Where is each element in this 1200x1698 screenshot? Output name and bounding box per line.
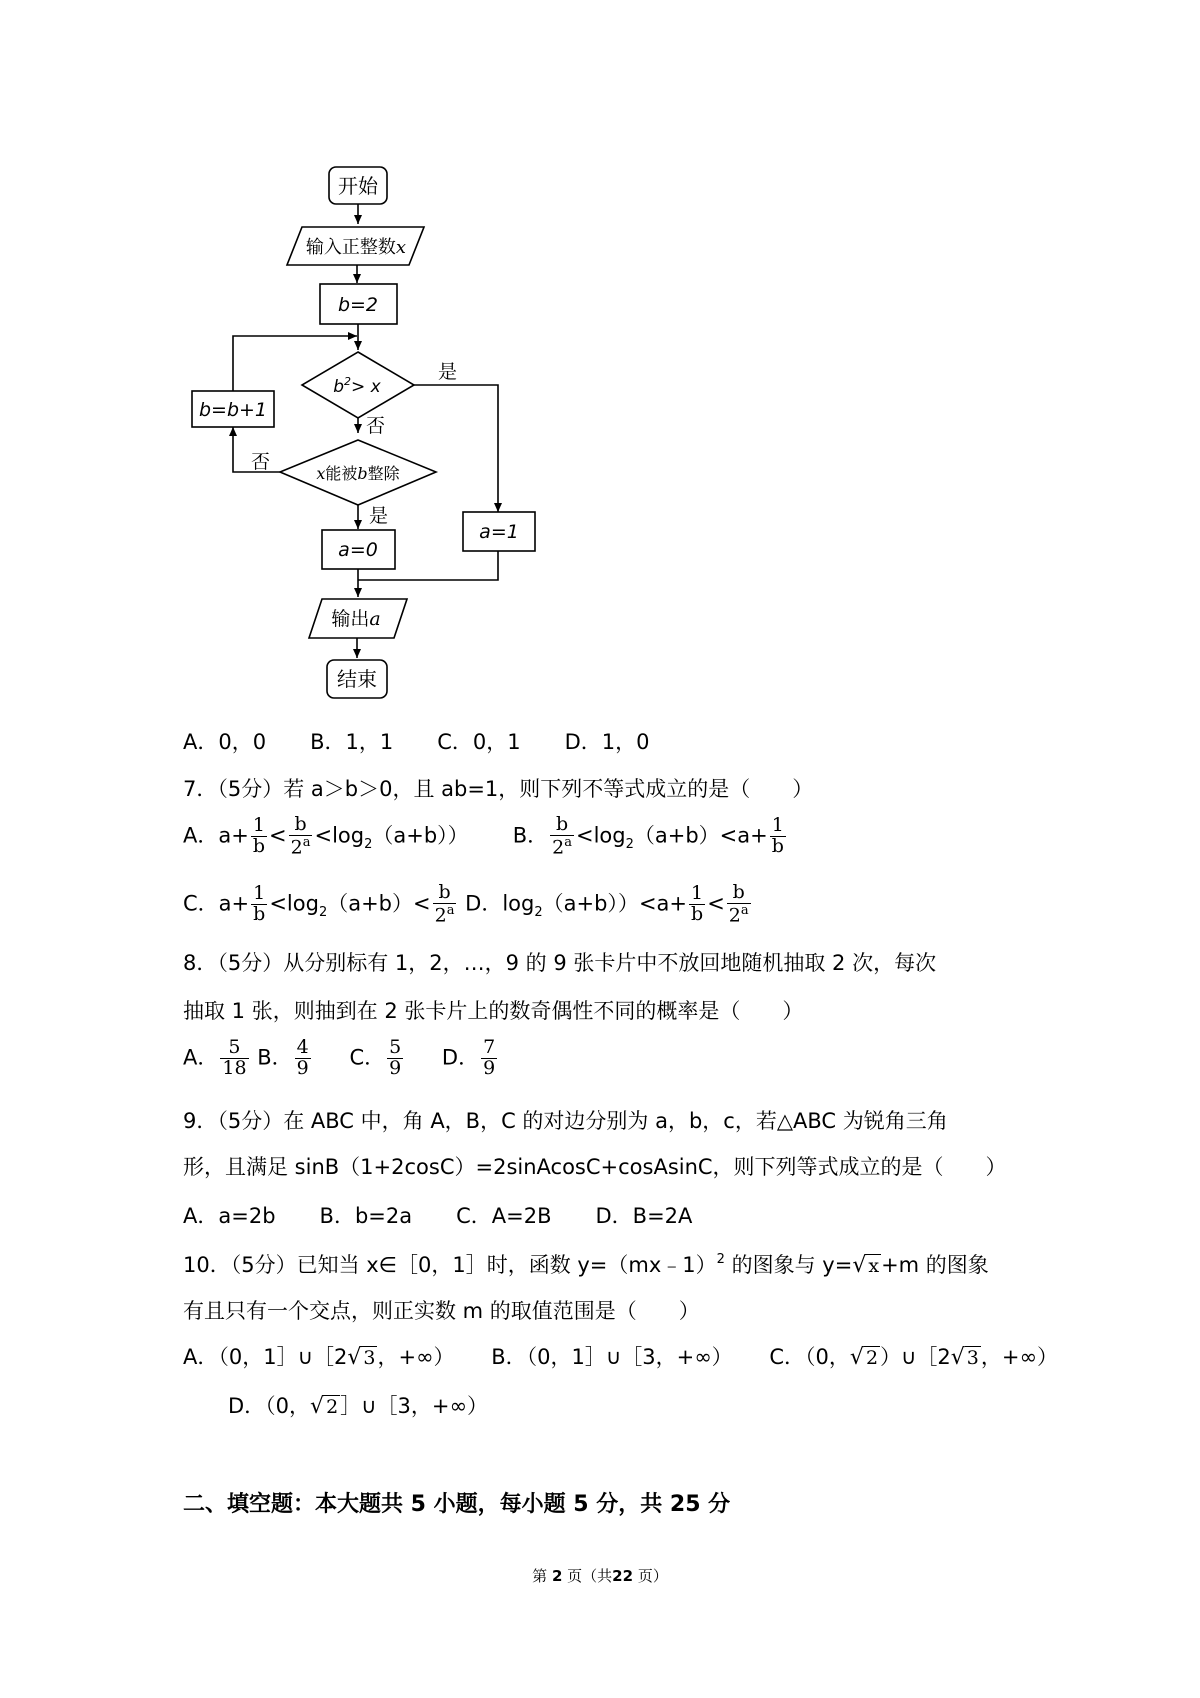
yes-label-1: 是 bbox=[438, 361, 458, 383]
numerator: 1 bbox=[252, 814, 265, 837]
end-label: 结束 bbox=[337, 667, 377, 691]
numerator: 5 bbox=[228, 1036, 241, 1058]
fraction bbox=[387, 1038, 403, 1079]
sqrt: √ x bbox=[852, 1253, 880, 1278]
log: log bbox=[332, 823, 365, 848]
log-arg: （a+b） bbox=[327, 891, 414, 916]
log: log bbox=[286, 891, 319, 916]
sqrt: √ 2 bbox=[310, 1394, 339, 1419]
numerator: b bbox=[732, 881, 745, 903]
q10-option-c: C．（0， bbox=[769, 1345, 850, 1369]
a-plus: a+ bbox=[218, 891, 250, 916]
exponent: 2 bbox=[716, 1252, 725, 1267]
q7-option-d-label: D． bbox=[465, 891, 503, 916]
exponent: a bbox=[740, 902, 749, 918]
q7-stem: 7．（5分）若 a＞b＞0，且 ab=1，则下列不等式成立的是（ ） bbox=[183, 777, 814, 801]
fraction bbox=[689, 884, 705, 925]
log-base: 2 bbox=[625, 836, 634, 852]
less-than: < bbox=[314, 823, 333, 848]
numerator: 1 bbox=[253, 882, 266, 905]
numerator: 1 bbox=[771, 814, 784, 837]
q10-line-1 bbox=[183, 1253, 989, 1277]
input-var: x bbox=[395, 237, 407, 258]
q10-options-abc bbox=[183, 1347, 1058, 1369]
q10-option-d-line bbox=[228, 1396, 488, 1418]
base: 2 bbox=[434, 904, 447, 927]
fraction bbox=[220, 1038, 248, 1079]
q10-option-a-end: ，+∞） bbox=[377, 1345, 455, 1369]
numerator: b bbox=[555, 813, 569, 835]
no-label-1: 否 bbox=[366, 415, 386, 437]
q9-option-b: B．b=2a bbox=[319, 1204, 413, 1228]
denominator: b bbox=[691, 903, 704, 926]
fraction bbox=[727, 883, 751, 926]
no-label-2: 否 bbox=[251, 451, 271, 473]
section-title: 二、填空题：本大题共 5 小题，每小题 5 分，共 25 分 bbox=[183, 1492, 731, 1517]
denominator: b bbox=[252, 835, 266, 858]
cond2-b: b bbox=[357, 464, 368, 483]
numerator: b bbox=[294, 813, 307, 835]
denominator bbox=[433, 903, 457, 926]
log-base: 2 bbox=[318, 904, 328, 920]
sqrt: √ 3 bbox=[347, 1345, 376, 1370]
radicand: 3 bbox=[363, 1347, 376, 1369]
q7-option-a-label: A． bbox=[183, 823, 219, 848]
q6-option-b: B．1，1 bbox=[310, 730, 394, 754]
q10-option-c-end: ，+∞） bbox=[980, 1345, 1058, 1369]
page-total: 22 bbox=[612, 1567, 634, 1585]
q7-option-c-label: C． bbox=[183, 891, 219, 916]
radicand: 2 bbox=[865, 1347, 879, 1369]
a-plus: a+ bbox=[656, 891, 688, 916]
output-label: 输出 bbox=[331, 608, 370, 630]
numerator: 5 bbox=[389, 1036, 402, 1058]
footer-post: 页） bbox=[637, 1567, 668, 1585]
log-arg: （a+b） bbox=[633, 823, 720, 848]
fraction bbox=[770, 816, 786, 857]
less-than: < bbox=[413, 891, 431, 916]
q10-option-b: B．（0，1］∪［3，+∞） bbox=[491, 1345, 733, 1369]
less-than: < bbox=[638, 891, 657, 916]
output-var: a bbox=[369, 608, 381, 630]
base: 2 bbox=[552, 836, 565, 859]
q9-line-2: 形，且满足 sinB（1+2cosC）=2sinAcosC+cosAsinC，则下列等式成立的是（ ） bbox=[183, 1155, 1007, 1179]
svg-text:输入正整数x bbox=[306, 237, 406, 258]
exponent: a bbox=[302, 834, 311, 850]
sqrt: √ 3 bbox=[950, 1345, 979, 1370]
q8-options bbox=[183, 1038, 499, 1079]
q8-option-d-label: D． bbox=[441, 1045, 480, 1070]
footer-pre: 第 bbox=[532, 1567, 548, 1585]
less-than: < bbox=[269, 823, 287, 848]
base: 2 bbox=[290, 836, 303, 859]
q6-option-d: D．1，0 bbox=[564, 730, 650, 754]
less-than: < bbox=[269, 891, 287, 916]
denominator: 18 bbox=[222, 1056, 247, 1079]
assign-zero-label: a=0 bbox=[338, 539, 378, 561]
q8-option-a-label: A． bbox=[183, 1045, 219, 1070]
log: log bbox=[502, 891, 535, 916]
q7-a-plus: a+ bbox=[218, 823, 249, 848]
fraction bbox=[295, 1038, 311, 1079]
flowchart bbox=[0, 0, 1200, 720]
yes-label-2: 是 bbox=[369, 505, 389, 527]
q9-line-1: 9．（5分）在 ABC 中，角 A，B，C 的对边分别为 a，b，c，若△ABC 为锐角三角 bbox=[183, 1109, 948, 1133]
page-footer bbox=[0, 1565, 1200, 1586]
init-label: b=2 bbox=[337, 294, 379, 316]
q6-options bbox=[183, 732, 650, 753]
log: log bbox=[593, 823, 626, 848]
fraction bbox=[433, 883, 457, 926]
q10-text-a: 10．（5分）已知当 x∈［0，1］时，函数 y=（mx﹣1） bbox=[183, 1253, 717, 1277]
fraction bbox=[481, 1038, 497, 1079]
cond1-b: b bbox=[333, 377, 345, 397]
q10-option-d: D．（0， bbox=[228, 1394, 311, 1418]
denominator: 9 bbox=[296, 1056, 309, 1079]
cond1-exp: 2 bbox=[344, 375, 352, 388]
cond1-rest: > x bbox=[351, 377, 381, 397]
cond2-end: 整除 bbox=[367, 464, 400, 483]
q8-option-b-label: B． bbox=[257, 1045, 293, 1070]
denominator bbox=[727, 903, 751, 926]
q9-option-a: A．a=2b bbox=[183, 1204, 276, 1228]
svg-text:b2> x bbox=[333, 375, 381, 397]
q10-option-d-end: ］∪［3，+∞） bbox=[340, 1394, 488, 1418]
q10-option-a: A．（0，1］∪［2 bbox=[183, 1345, 348, 1369]
svg-text:x能被b整除 bbox=[316, 464, 400, 483]
q6-option-c: C．0，1 bbox=[437, 730, 521, 754]
radicand: x bbox=[868, 1255, 880, 1277]
less-than: < bbox=[719, 823, 738, 848]
denominator bbox=[550, 835, 574, 858]
start-label: 开始 bbox=[338, 174, 378, 198]
q10-text-b: 的图象与 y= bbox=[724, 1253, 853, 1277]
increment-label: b=b+1 bbox=[198, 399, 268, 421]
q6-option-a: A．0，0 bbox=[183, 730, 267, 754]
denominator: 9 bbox=[483, 1056, 496, 1079]
log-arg: （a+b）） bbox=[372, 823, 469, 848]
fraction bbox=[251, 816, 267, 857]
cond2-mid: 能被 bbox=[325, 464, 358, 483]
q9-option-c: C．A=2B bbox=[456, 1204, 552, 1228]
q8-line-1: 8．（5分）从分别标有 1，2，…，9 的 9 张卡片中不放回地随机抽取 2 次，每次 bbox=[183, 951, 937, 975]
q10-line-2: 有且只有一个交点，则正实数 m 的取值范围是（ ） bbox=[183, 1299, 700, 1323]
log-base: 2 bbox=[364, 836, 373, 852]
numerator: 4 bbox=[296, 1036, 309, 1058]
fraction bbox=[251, 884, 267, 925]
input-label: 输入正整数 bbox=[305, 237, 396, 258]
q9-option-d: D．B=2A bbox=[595, 1204, 693, 1228]
q8-line-2: 抽取 1 张，则抽到在 2 张卡片上的数奇偶性不同的概率是（ ） bbox=[183, 999, 804, 1023]
cond2-x: x bbox=[316, 464, 326, 483]
denominator: 9 bbox=[389, 1056, 402, 1079]
radicand: 3 bbox=[966, 1347, 979, 1369]
q10-option-c-mid: ）∪［2 bbox=[880, 1345, 951, 1369]
q9-options bbox=[183, 1206, 692, 1227]
exponent: a bbox=[564, 834, 572, 850]
fraction bbox=[289, 815, 313, 858]
page-number: 2 bbox=[551, 1567, 563, 1585]
a-plus: a+ bbox=[737, 823, 768, 848]
sqrt: √ 2 bbox=[849, 1345, 879, 1370]
fraction bbox=[550, 815, 574, 858]
numerator: b bbox=[438, 881, 451, 903]
base: 2 bbox=[728, 904, 741, 927]
denominator bbox=[289, 835, 313, 858]
denominator: b bbox=[253, 903, 266, 926]
numerator: 7 bbox=[483, 1036, 496, 1058]
exponent: a bbox=[446, 902, 455, 918]
denominator: b bbox=[771, 835, 784, 858]
footer-mid: 页（共 bbox=[567, 1567, 613, 1585]
assign-one-label: a=1 bbox=[479, 521, 519, 543]
q7-option-b-label: B． bbox=[512, 823, 549, 848]
log-arg: （a+b）） bbox=[542, 891, 639, 916]
svg-text:输出a bbox=[331, 608, 380, 630]
q7-options-ab bbox=[183, 815, 788, 858]
log-base: 2 bbox=[534, 904, 543, 920]
q7-options-cd bbox=[183, 883, 753, 926]
q8-option-c-label: C． bbox=[349, 1045, 386, 1070]
radicand: 2 bbox=[326, 1396, 339, 1418]
less-than: < bbox=[575, 823, 594, 848]
less-than: < bbox=[707, 891, 725, 916]
q10-text-c: +m 的图象 bbox=[881, 1253, 989, 1277]
numerator: 1 bbox=[691, 882, 704, 905]
